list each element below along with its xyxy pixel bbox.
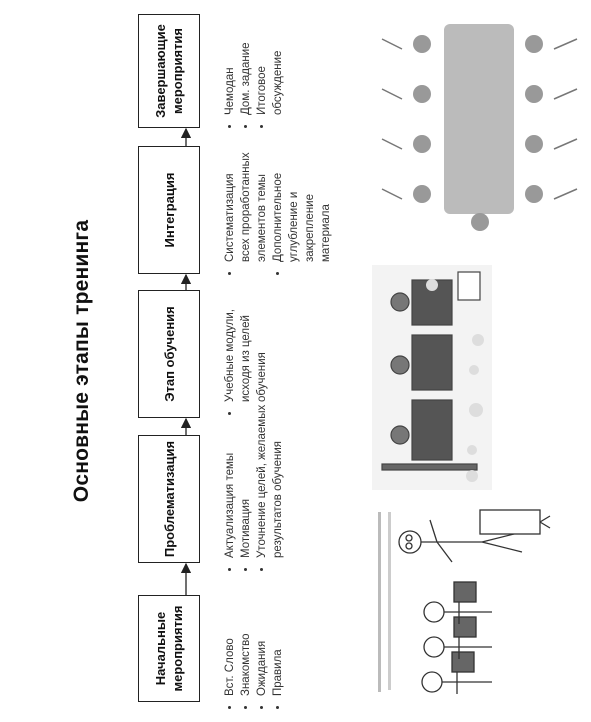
trainer-presentation-icon: [372, 507, 552, 712]
stage-items-integration: [222, 152, 334, 276]
stage-box-initial: [138, 595, 200, 702]
list-item: • Систематизация всех проработанных элементов темы: [222, 152, 270, 262]
meeting-table-icon: [372, 12, 590, 234]
list-item: • Ожидания: [254, 576, 270, 696]
stage-label: Проблематизация: [161, 440, 177, 558]
stage-items-learning: [222, 294, 270, 416]
classroom-students-icon: [372, 265, 492, 490]
stage-items-problematization: [222, 403, 286, 572]
list-item: • Мотивация: [238, 403, 254, 558]
list-item: • Уточнение целей, желаемых результатов обучения: [254, 403, 286, 558]
list-item: • Дополнительное углубление и закрепление материала: [270, 152, 334, 262]
stage-label: Начальные мероприятия: [153, 605, 185, 692]
list-item: • Чемодан: [222, 15, 238, 115]
list-item: • Учебные модули, исходя из целей обучения: [222, 294, 270, 402]
stage-items-initial: [222, 576, 286, 710]
stage-box-final: [138, 14, 200, 128]
list-item: • Знакомство: [238, 576, 254, 696]
stage-box-learning: [138, 290, 200, 418]
list-item: • Дом. задание: [238, 15, 254, 115]
stage-box-integration: [138, 146, 200, 274]
list-item: • Правила: [270, 576, 286, 696]
stage-items-final: [222, 15, 286, 129]
stage-label: Интеграция: [161, 172, 177, 248]
stage-label: Завершающие мероприятия: [153, 24, 185, 118]
diagram-title: Основные этапы тренинга: [70, 219, 93, 503]
list-item: • Итоговое обсуждение: [254, 15, 286, 115]
list-item: • Актуализация темы: [222, 403, 238, 558]
stage-box-problematization: [138, 435, 200, 563]
stage-label: Этап обучения: [161, 306, 177, 402]
list-item: • Вст. Слово: [222, 576, 238, 696]
